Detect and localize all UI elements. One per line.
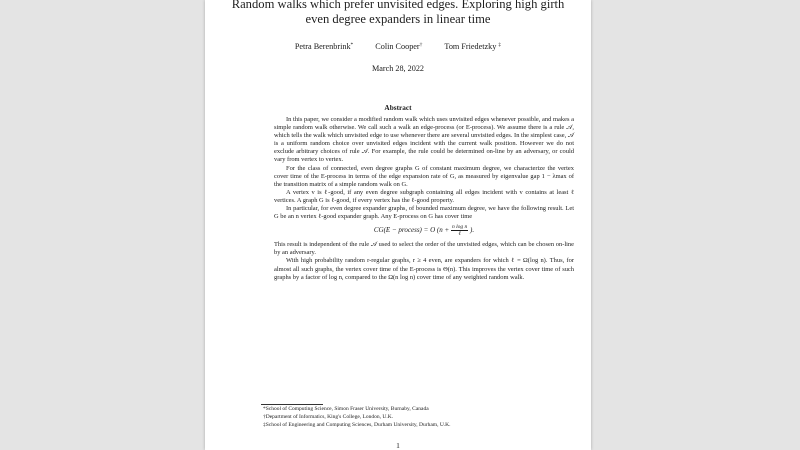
formula-fraction: $\frac{\text{n log n}}{\text{ℓ}}$: [451, 224, 468, 238]
footnote-2: †Department of Informatics, King's College, London, U.K.: [263, 413, 394, 420]
footnote-rule: [261, 404, 323, 405]
abstract-paragraph-5: This result is independent of the rule 𝒜 used to select the order of the unvisited edges, which can be chosen on-line by an adversary.: [274, 241, 574, 257]
footnotes: [263, 406, 583, 430]
author-1: Petra Berenbrink*: [294, 42, 354, 51]
abstract-heading: Abstract: [384, 103, 412, 112]
abstract-paragraph-4: In particular, for even degree expander graphs, of bounded maximum degree, we have the following result. Let G be an n vertex ℓ-good expander graph. Any E-process on G has cover time: [274, 205, 574, 221]
paper-page: [205, 0, 591, 450]
paper-date: March 28, 2022: [371, 64, 425, 73]
footnote-1: *School of Computing Science, Simon Fraser University, Burnaby, Canada: [263, 406, 429, 412]
cover-time-formula: CG(E − process) = O (n + $\frac{\text{n log n}}{\text{ℓ}}$ ).: [373, 224, 475, 238]
abstract-paragraph-6: With high probability random r-regular graphs, r ≥ 4 even, are expanders for which ℓ = Ω(log n). Thus, for almost all such graphs, the vertex cover time of the E-process is Θ(n). This improves the vertex cover time of such graphs by a factor of log n, compared to the Ω(n log n) cover time of any weighted random walk.: [274, 257, 574, 281]
abstract-body: [274, 116, 574, 282]
title-line-1: Random walks which prefer unvisited edges. Exploring high girth: [231, 0, 565, 11]
page-number: 1: [396, 441, 400, 450]
paper-title: [205, 0, 591, 26]
abstract-paragraph-2: For the class of connected, even degree graphs G of constant maximum degree, we characterize the vertex cover time of the E-process in terms of the edge expansion rate of G, as measured by eigenvalue gap 1 − λmax of the transition matrix of a simple random walk on G.: [274, 164, 574, 188]
author-list: [205, 42, 591, 51]
title-line-2: even degree expanders in linear time: [305, 11, 491, 26]
footnote-3: ‡School of Engineering and Computing Sciences, Durham University, Durham, U.K.: [263, 421, 451, 428]
author-2: Colin Cooper†: [375, 42, 423, 51]
author-3: Tom Friedetzky ‡: [444, 42, 502, 51]
abstract-paragraph-1: In this paper, we consider a modified random walk which uses unvisited edges whenever possible, and makes a simple random walk otherwise. We call such a walk an edge-process (or E-process). We assume there is a rule 𝒜, which tells the walk which unvisited edge to use whenever there are several unvisited edges. In the simplest case, 𝒜 is a uniform random choice over unvisited edges incident with the current walk position. However we do not exclude arbitrary choices of rule 𝒜. For example, the rule could be determined on-line by an adversary, or could vary from vertex to vertex.: [274, 116, 574, 164]
abstract-paragraph-3: A vertex v is ℓ-good, if any even degree subgraph containing all edges incident with v contains at least ℓ vertices. A graph G is ℓ-good, if every vertex has the ℓ-good property.: [274, 188, 574, 204]
